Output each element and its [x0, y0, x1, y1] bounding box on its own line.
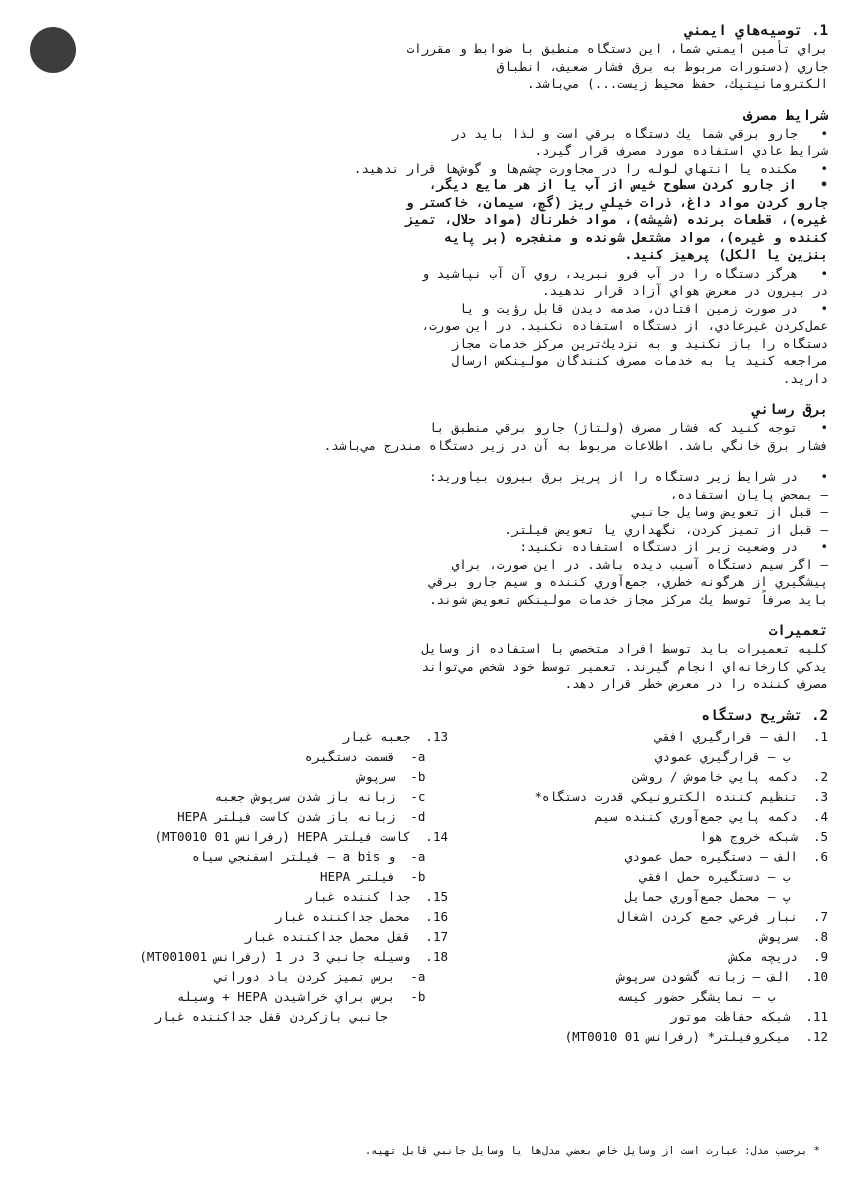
safety-line: الكترومانيتيك، حفظ محيط زيست...) مي‌باشد.	[526, 76, 828, 91]
power-line: • در وضعيت زير از دستگاه استفاده نكنيد:	[519, 539, 828, 554]
parts-list-right	[448, 727, 828, 1047]
part-item: 18. وسيله جانبي 3 در 1 (رفرانس MT001001)	[139, 948, 448, 964]
power-line: بايد صرفاً توسط يك مركز مجاز خدمات مولينكس تعويض شوند.	[429, 591, 828, 607]
part-item: 11. شبكه حفاظت موتور	[669, 1008, 828, 1024]
part-item: b- سرپوش	[357, 768, 448, 784]
section-usage-title: شرايط مصرف	[743, 107, 828, 124]
part-item: b- فيلتر HEPA	[320, 868, 448, 884]
section-repair-title: تعميرات	[768, 623, 828, 639]
power-line: – بمحض پايان استفاده،	[669, 486, 828, 502]
usage-warning-line: جارو كردن مواد داغ، ذرات خيلي ريز (گچ، سيمان، خاكستر و	[405, 195, 828, 211]
part-item: 9. دريچه مكش	[730, 948, 828, 964]
power-line: فشار برق خانگي باشد. اطلاعات مربوط به آن در زير دستگاه مندرج مي‌باشد.	[323, 437, 828, 453]
power-line: – اگر سيم دستگاه آسيب ديده باشد. در اين صورت، براي	[451, 556, 828, 572]
section-description-title: 2. تشريح دستگاه	[701, 707, 828, 724]
safety-line: جاري (دستورات مربوط به برق فشار ضعيف، انطباق	[496, 58, 828, 74]
usage-line: دستگاه را باز نكنيد و به نزديك‌ترين مركز خدمات مجاز	[451, 335, 828, 351]
repair-line: مصرف كننده را در معرض خطر قرار دهد.	[564, 676, 828, 691]
part-item: 7. نبار فرعي جمع كردن اشغال	[617, 908, 828, 924]
part-item: b- برس براي خراشيدن HEPA + وسيله	[177, 988, 448, 1004]
part-item: 10. الف – زبانه گشودن سرپوش	[617, 968, 828, 984]
parts-list-columns	[60, 727, 828, 1047]
part-item: 8. سرپوش	[760, 928, 828, 944]
part-item: 13. جعبه غبار	[342, 728, 448, 744]
part-item: ب – قرارگيري عمودي	[654, 748, 828, 764]
part-item: 16. محمل جداكننده غبار	[274, 908, 448, 924]
section-safety-title: 1. توصيه‌هاي ايمني	[684, 23, 828, 39]
part-item: 3. تنظيم كننده الكترونيكي قدرت دستگاه*	[534, 788, 828, 804]
part-item: 4. دكمه پايي جمع‌آوري كننده سيم	[594, 808, 828, 824]
manual-page	[60, 22, 828, 1172]
power-line: • در شرايط زير دستگاه را از پريز برق بيرون بياوريد:	[429, 469, 828, 484]
usage-line: • در صورت زمين افتادن، صدمه ديدن قابل رؤيت و يا	[459, 300, 828, 316]
usage-line: در بيرون در معرض هواي آزاد قرار ندهيد.	[542, 283, 828, 298]
part-item: ب – نمايشگر حضور كيسه	[617, 988, 828, 1004]
parts-list-left	[60, 727, 448, 1047]
usage-warning-line: بنزين يا الكل) پرهيز كنيد.	[624, 248, 828, 263]
usage-line: • هرگز دستگاه را در آب فرو نبريد، روي آن آب نپاشيد و	[421, 265, 828, 281]
part-item: 5. شبكه خروج هوا	[700, 828, 828, 844]
usage-line: داريد.	[782, 370, 828, 386]
part-item: 6. الف – دستگيره حمل عمودي	[624, 848, 828, 864]
part-item: 2. دكمه پايي خاموش / روشن	[632, 768, 828, 784]
usage-line: شرايط عادي استفاده مورد مصرف قرار گيرد.	[534, 143, 828, 158]
repair-line: كليه تعميرات بايد توسط افراد متخصص با استفاده از وسايل	[421, 641, 828, 656]
part-item: a- برس تميز كردن باد دوراني	[214, 968, 448, 984]
usage-line: • مكنده يا انتهاي لوله را در مجاورت چشم‌ها و گوش‌ها قرار ندهيد.	[353, 160, 828, 176]
usage-line: عمل‌كردن غيرعادي، از دستگاه استفاده نكنيد. در اين صورت،	[421, 318, 828, 333]
usage-warning-line: كننده و غيره)، مواد مشتعل شونده و منفجره (بر پايه	[444, 230, 828, 246]
section-power-title: برق رساني	[752, 402, 828, 418]
part-item: d- زبانه باز شدن كاست فيلتر HEPA	[177, 808, 448, 824]
part-item: ب – دستگيره حمل افقي	[639, 868, 828, 884]
part-item: 14. كاست فيلتر HEPA (رفرانس MT0010 01)	[154, 828, 448, 844]
part-item: 17. قفل محمل جداكننده غبار	[244, 928, 448, 944]
usage-warning-line: • از جارو كردن سطوح خيس از آب يا از هر مايع ديگر،	[428, 178, 828, 193]
part-item: پ – محمل جمع‌آوري حمايل	[624, 888, 828, 904]
power-line: – قبل از تعويض وسايل جانبي	[632, 504, 828, 519]
part-item: a- و a bis – فيلتر اسفنجي سياه	[192, 848, 448, 864]
repair-line: يدكي كارخانه‌اي انجام گيرند. تعمير توسط خود شخص مي‌تواند	[421, 658, 828, 674]
power-line: • توجه كنيد كه فشار مصرف (ولتاژ) جارو برقي منطبق با	[429, 420, 828, 435]
part-item: 1. الف – قرارگيري افقي	[654, 728, 828, 744]
part-item: 15. جدا كننده غبار	[305, 888, 448, 904]
part-item: c- زبانه باز شدن سرپوش جعبه	[214, 788, 448, 804]
footnote: * برحسب مدل: عبارت است از وسايل خاص بعضي مدل‌ها يا وسايل جانبي قابل تهيه.	[364, 1145, 820, 1157]
part-item: a- قسمت دستگيره	[305, 748, 448, 764]
usage-line: مراجعه كنيد يا به خدمات مصرف كنندگان مولينكس ارسال	[451, 353, 828, 368]
power-line: – قبل از تميز كردن، نگهداري يا تعويض فيلتر.	[504, 521, 828, 537]
safety-line: براي تأمين ايمني شما، اين دستگاه منطبق با ضوابط و مقررات	[406, 41, 828, 56]
part-item: 12. ميكروفيلتر* (رفرانس MT0010 01)	[564, 1028, 828, 1044]
usage-warning-line: غيره)، قطعات برنده (شيشه)، مواد خطرناك (مواد حلال، تميز	[405, 213, 828, 228]
usage-line: • جارو برقي شما يك دستگاه برقي است و لذا بايد در	[451, 125, 828, 141]
part-item: جانبي بازكردن قفل جداكننده غبار	[154, 1008, 448, 1024]
power-line: پيشگيري از هرگونه خطري، جمع‌آوري كننده و سيم جارو برقي	[429, 574, 828, 589]
